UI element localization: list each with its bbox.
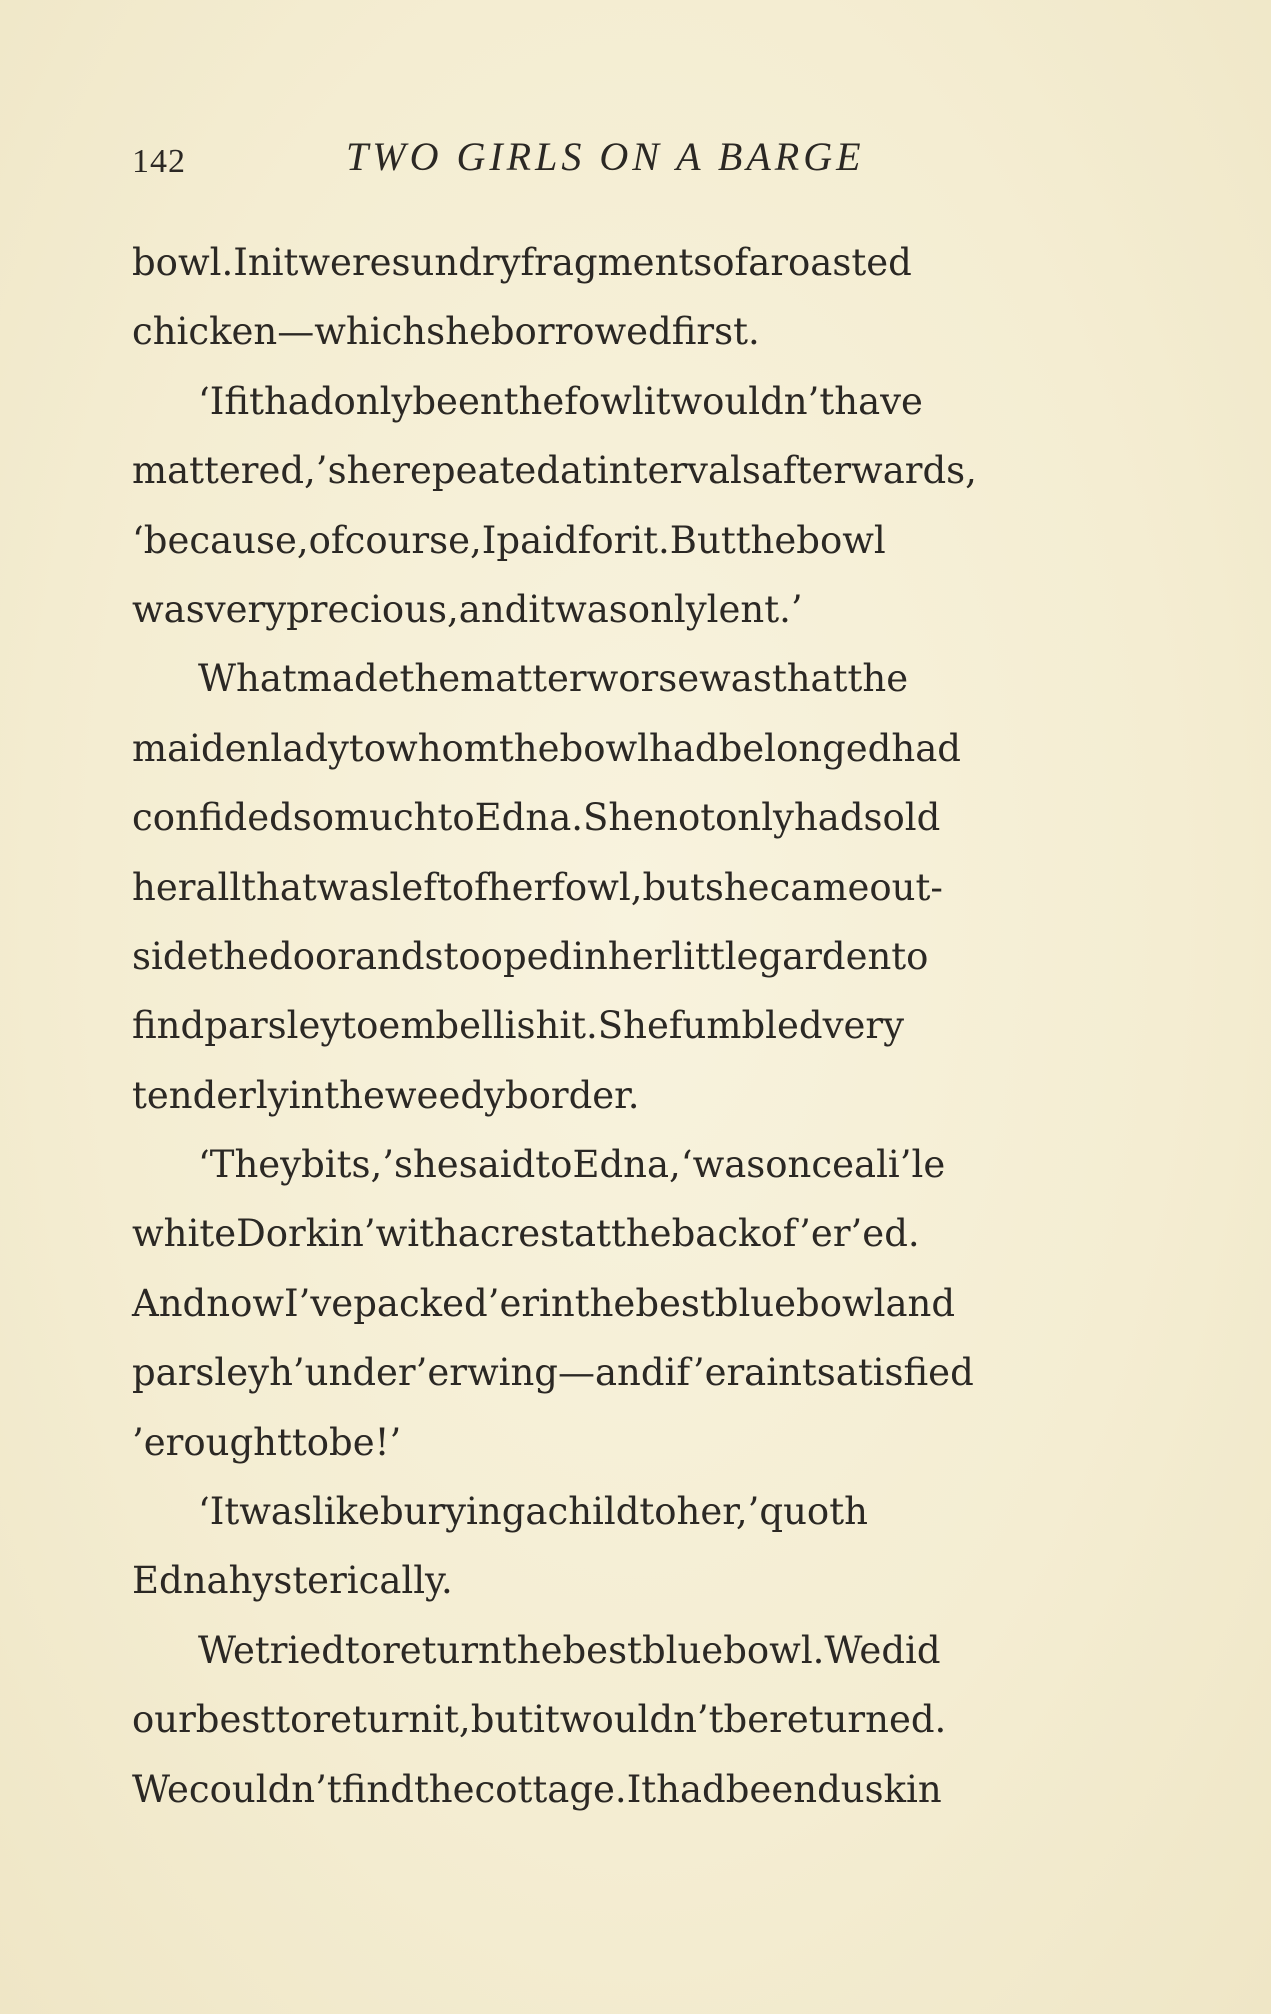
word: it — [643, 379, 671, 423]
word: it. — [631, 518, 670, 562]
word: had — [793, 796, 864, 840]
word: Edna, — [572, 1143, 681, 1187]
word: She — [583, 796, 655, 840]
word: it — [533, 1698, 560, 1742]
word: aint — [744, 1351, 817, 1395]
word: ’er — [487, 1281, 540, 1325]
word: dusk — [817, 1767, 906, 1811]
word: was — [692, 1143, 766, 1187]
word: fowl — [564, 379, 644, 423]
word: been — [412, 379, 504, 423]
word: Edna. — [474, 796, 584, 840]
word: like — [311, 1490, 380, 1534]
text-line — [132, 1477, 1100, 1546]
word: in — [539, 1281, 575, 1325]
word: fragments — [520, 241, 713, 284]
word: to — [891, 934, 929, 978]
word: of — [712, 241, 749, 284]
word: borrowed — [490, 310, 672, 354]
word: bowl — [796, 518, 886, 562]
word: best — [195, 1698, 276, 1742]
word: ‘ — [198, 1143, 210, 1187]
word: wouldn’t — [559, 1698, 724, 1742]
word: was — [555, 587, 628, 631]
word: had — [891, 726, 961, 770]
word: parsley — [132, 1351, 270, 1395]
word: matter — [460, 657, 587, 701]
word: was — [239, 1490, 312, 1534]
word: ‘ — [132, 518, 144, 562]
text-line — [132, 1338, 1100, 1407]
word: if — [664, 1351, 693, 1395]
word: course, — [344, 518, 482, 562]
text-line — [132, 1130, 1100, 1199]
word: sold — [863, 796, 941, 840]
word: belonged — [718, 726, 892, 770]
word: her — [607, 934, 672, 978]
word: ’er — [799, 1212, 851, 1256]
word: once — [765, 1143, 855, 1187]
word: the — [847, 657, 909, 701]
word: very — [204, 587, 287, 631]
word: border. — [504, 1073, 640, 1117]
text-line — [132, 1061, 1100, 1130]
word: bowl. — [723, 1628, 825, 1672]
word: she — [704, 865, 770, 909]
text-line — [132, 644, 1100, 713]
text-line — [132, 1755, 1100, 1824]
word: And — [132, 1281, 207, 1325]
word: it — [528, 587, 556, 631]
word: the — [208, 934, 270, 978]
word: only — [715, 796, 794, 840]
word: We — [132, 1767, 189, 1811]
word: worse — [586, 657, 700, 701]
word: ’er — [415, 1351, 467, 1395]
page-header — [132, 133, 1132, 193]
word: she — [327, 449, 393, 493]
word: child — [547, 1490, 640, 1534]
text-line — [132, 506, 1100, 575]
word: But — [669, 518, 736, 562]
word: whom — [386, 726, 499, 770]
word: a — [748, 241, 771, 284]
word: in — [572, 934, 608, 978]
word: li’le — [876, 1143, 946, 1187]
word: Dorkin’ — [236, 1212, 376, 1256]
word: of — [760, 1212, 800, 1256]
word: little — [671, 934, 759, 978]
word: did — [881, 1628, 941, 1672]
word: first. — [671, 310, 760, 354]
word: and — [458, 587, 529, 631]
word: white — [132, 1212, 237, 1256]
word: door — [269, 934, 355, 978]
word: hysterically. — [228, 1559, 453, 1603]
word: was — [316, 865, 390, 909]
word: a — [854, 1143, 877, 1187]
word: couldn’t — [188, 1767, 342, 1811]
word: to — [341, 1004, 379, 1048]
word: chicken—which — [132, 310, 427, 354]
word: crest — [479, 1212, 575, 1256]
word: at — [574, 1212, 611, 1256]
word: satisfied — [816, 1351, 974, 1395]
word: a — [525, 1490, 548, 1534]
word: tried — [254, 1628, 345, 1672]
word: lent.’ — [706, 587, 803, 631]
word: roasted — [770, 241, 912, 284]
word: repeated — [392, 449, 560, 493]
word: blue — [641, 1628, 724, 1672]
word: Edna — [132, 1559, 229, 1603]
word: lady — [270, 726, 349, 770]
word: was — [699, 657, 772, 701]
word: to — [535, 1143, 573, 1187]
word: our — [132, 1698, 196, 1742]
text-line — [132, 575, 1100, 644]
word: that — [241, 865, 317, 909]
word: to — [639, 1490, 677, 1534]
word: find — [341, 1767, 414, 1811]
word: at — [559, 449, 597, 493]
word: her — [487, 865, 552, 909]
word: fumbled — [668, 1004, 823, 1048]
word: the — [324, 1073, 385, 1117]
text-line — [132, 922, 1100, 991]
text-line — [132, 991, 1100, 1060]
word: quoth — [759, 1490, 868, 1534]
word: be — [329, 1420, 375, 1464]
word: to — [275, 1698, 313, 1742]
word: I — [481, 518, 497, 562]
word: best — [562, 1628, 642, 1672]
word: it, — [432, 1698, 471, 1742]
word: fowl, — [551, 865, 643, 909]
word: They — [209, 1143, 302, 1187]
word: It — [209, 1490, 240, 1534]
word: confided — [132, 796, 293, 840]
word: were — [298, 241, 392, 284]
word: it. — [559, 1004, 598, 1048]
word: blue — [714, 1281, 797, 1325]
text-line — [132, 228, 1100, 297]
word: We — [824, 1628, 882, 1672]
word: tenderly — [132, 1073, 289, 1117]
word: best — [635, 1281, 715, 1325]
word: that — [771, 657, 848, 701]
word: mattered,’ — [132, 449, 328, 493]
word: ‘ — [198, 379, 210, 423]
word: the — [498, 726, 560, 770]
text-line — [132, 714, 1100, 783]
word: the — [503, 379, 565, 423]
word: her,’ — [676, 1490, 760, 1534]
word: It — [626, 1767, 657, 1811]
word: ‘ — [680, 1143, 693, 1187]
word: maiden — [132, 726, 271, 770]
word: said — [458, 1143, 536, 1187]
word: and — [885, 1281, 956, 1325]
word: in — [288, 1073, 325, 1117]
word: to — [344, 1628, 383, 1672]
word: bowl. — [132, 241, 234, 284]
word: return — [382, 1628, 502, 1672]
word: out- — [869, 865, 943, 909]
word: the — [413, 1767, 475, 1811]
word: ‘ — [198, 1490, 210, 1534]
word: returned. — [769, 1698, 947, 1742]
word: so — [292, 796, 335, 840]
text-line — [132, 1616, 1100, 1685]
word: sundry — [391, 241, 521, 284]
word: very — [822, 1004, 904, 1048]
word: packed — [353, 1281, 488, 1325]
word: all — [195, 865, 242, 909]
word: had — [648, 726, 719, 770]
text-line — [132, 1269, 1100, 1338]
word: been — [725, 1767, 818, 1811]
word: but — [470, 1698, 534, 1742]
text-line — [132, 436, 1100, 505]
word: We — [198, 1628, 255, 1672]
word: was — [132, 587, 205, 631]
word: find — [132, 1004, 205, 1048]
word: of — [308, 518, 345, 562]
word: h’under — [269, 1351, 416, 1395]
word: in — [906, 1767, 942, 1811]
text-line — [132, 367, 1100, 436]
word: embellish — [378, 1004, 560, 1048]
word: only — [333, 379, 413, 423]
word: stooped — [424, 934, 573, 978]
text-line — [132, 853, 1100, 922]
word: she — [393, 1143, 459, 1187]
word: because, — [143, 518, 309, 562]
word: to — [348, 726, 387, 770]
word: ’er — [132, 1420, 184, 1464]
word: her — [132, 865, 196, 909]
word: came — [769, 865, 870, 909]
word: the — [501, 1628, 563, 1672]
word: she — [426, 310, 491, 354]
text-line — [132, 297, 1100, 366]
word: with — [375, 1212, 458, 1256]
word: ’er — [692, 1351, 745, 1395]
text-line — [132, 1685, 1100, 1754]
word: She — [597, 1004, 669, 1048]
word: the — [610, 1212, 672, 1256]
text-line — [132, 1546, 1100, 1615]
word: wing—and — [466, 1351, 665, 1395]
word: intervals — [596, 449, 761, 493]
word: had — [263, 379, 334, 423]
word: the — [735, 518, 797, 562]
word: I’ve — [284, 1281, 354, 1325]
word: to — [291, 1420, 330, 1464]
word: burying — [379, 1490, 526, 1534]
word: If — [209, 379, 250, 423]
word: cottage. — [474, 1767, 627, 1811]
word: ’ — [389, 1420, 402, 1464]
word: bowl — [559, 726, 649, 770]
text-line — [132, 1199, 1100, 1268]
word: parsley — [204, 1004, 342, 1048]
word: bits,’ — [301, 1143, 394, 1187]
word: it — [249, 379, 264, 423]
word: ! — [374, 1420, 390, 1464]
text-line — [132, 783, 1100, 852]
word: afterwards, — [760, 449, 977, 493]
word: the — [399, 657, 461, 701]
word: In — [233, 241, 272, 284]
word: garden — [758, 934, 892, 978]
word: precious, — [286, 587, 459, 631]
word: have — [834, 379, 923, 423]
word: only — [627, 587, 707, 631]
word: and — [354, 934, 425, 978]
word: made — [296, 657, 400, 701]
word: paid — [496, 518, 578, 562]
word: weedy — [384, 1073, 505, 1117]
body-text — [132, 228, 1100, 1824]
word: ought — [183, 1420, 292, 1464]
word: What — [198, 657, 297, 701]
word: bowl — [796, 1281, 886, 1325]
word: not — [654, 796, 716, 840]
word: side — [132, 934, 209, 978]
word: the — [574, 1281, 636, 1325]
word: left — [389, 865, 452, 909]
word: be — [723, 1698, 770, 1742]
word: wouldn’t — [670, 379, 835, 423]
word: but — [642, 865, 705, 909]
page-number: 142 — [132, 143, 186, 180]
word: of — [451, 865, 488, 909]
word: it — [271, 241, 299, 284]
word: much — [334, 796, 438, 840]
word: to — [437, 796, 475, 840]
running-title: TWO GIRLS ON A BARGE — [346, 134, 865, 179]
word: ’ed. — [850, 1212, 920, 1256]
word: had — [656, 1767, 726, 1811]
word: return — [312, 1698, 433, 1742]
word: now — [206, 1281, 285, 1325]
text-line — [132, 1408, 1100, 1477]
word: a — [457, 1212, 480, 1256]
word: for — [577, 518, 632, 562]
word: back — [671, 1212, 761, 1256]
